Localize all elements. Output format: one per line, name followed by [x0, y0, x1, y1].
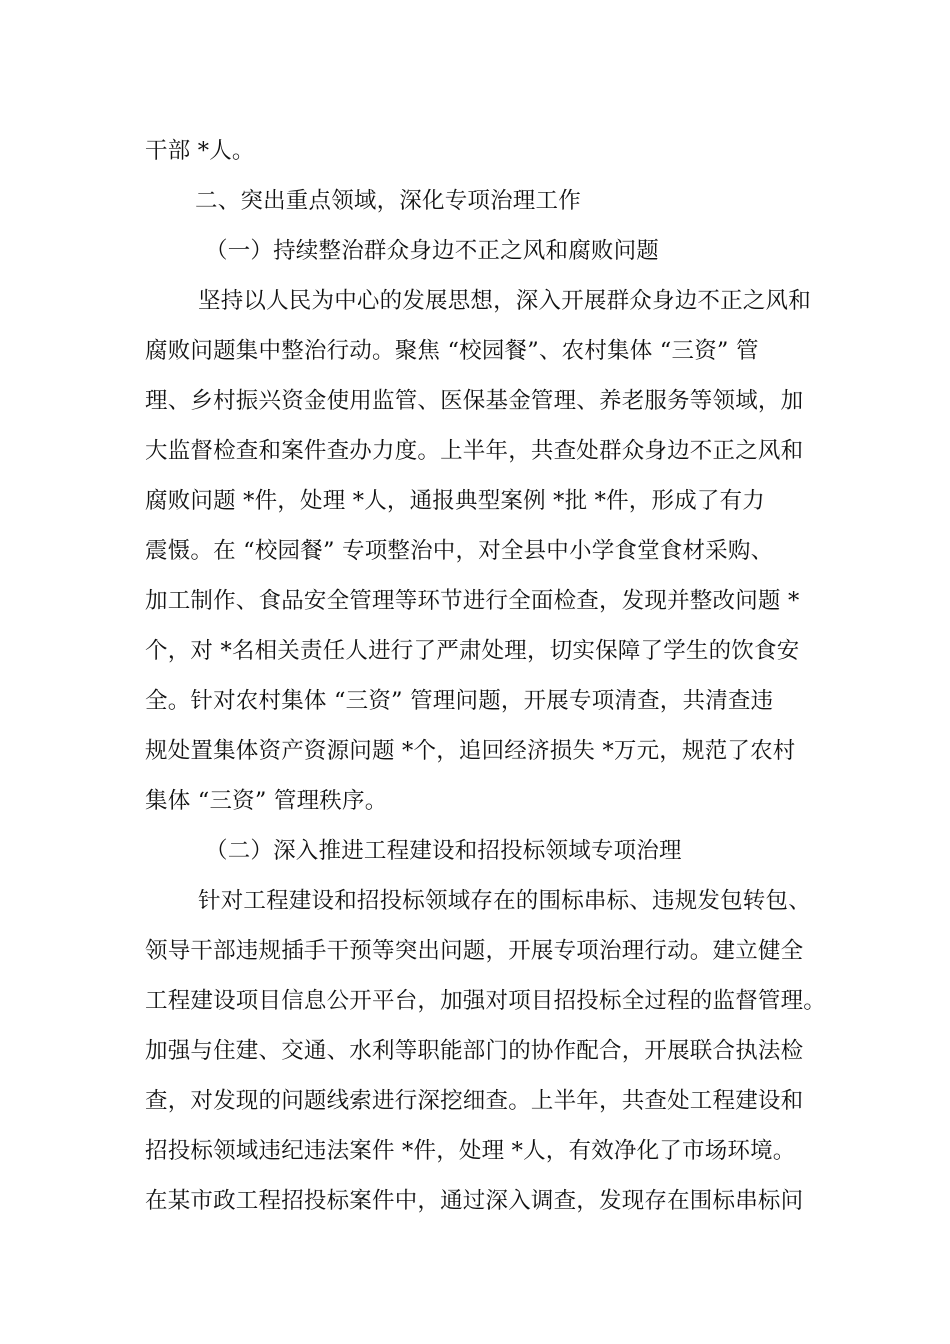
paragraph-line: 查，对发现的问题线索进行深挖细查。上半年，共查处工程建设和	[145, 1088, 804, 1114]
paragraph-line: 个，对 *名相关责任人进行了严肃处理，切实保障了学生的饮食安	[145, 638, 800, 664]
paragraph-line: 规处置集体资产资源问题 *个，追回经济损失 *万元，规范了农村	[145, 738, 796, 764]
paragraph-line: 全。针对农村集体 “三资” 管理问题，开展专项清查，共清查违	[145, 688, 774, 714]
paragraph-line: 震慑。在 “校园餐” 专项整治中，对全县中小学食堂食材采购、	[145, 538, 774, 564]
paragraph-line: 腐败问题集中整治行动。聚焦 “校园餐”、农村集体 “三资” 管	[145, 338, 759, 364]
subsection-heading: （二）深入推进工程建设和招投标领域专项治理	[205, 838, 682, 864]
paragraph-line: 集体 “三资” 管理秩序。	[145, 788, 388, 814]
text-line: 干部 *人。	[145, 138, 255, 164]
paragraph-line: 大监督检查和案件查办力度。上半年，共查处群众身边不正之风和	[145, 438, 804, 464]
paragraph-line: 针对工程建设和招投标领域存在的围标串标、违规发包转包、	[198, 888, 811, 914]
paragraph-line: 招投标领域违纪违法案件 *件，处理 *人，有效净化了市场环境。	[145, 1138, 796, 1164]
section-heading: 二、突出重点领域，深化专项治理工作	[195, 188, 581, 214]
paragraph-line: 坚持以人民为中心的发展思想，深入开展群众身边不正之风和	[198, 288, 811, 314]
paragraph-line: 工程建设项目信息公开平台，加强对项目招投标全过程的监督管理。	[145, 988, 827, 1014]
paragraph-line: 腐败问题 *件，处理 *人，通报典型案例 *批 *件，形成了有力	[145, 488, 766, 514]
paragraph-line: 在某市政工程招投标案件中，通过深入调查，发现存在围标串标问	[145, 1188, 804, 1214]
paragraph-line: 加工制作、食品安全管理等环节进行全面检查，发现并整改问题 *	[145, 588, 800, 614]
subsection-heading: （一）持续整治群众身边不正之风和腐败问题	[205, 238, 660, 264]
paragraph-line: 领导干部违规插手干预等突出问题，开展专项治理行动。建立健全	[145, 938, 804, 964]
paragraph-line: 加强与住建、交通、水利等职能部门的协作配合，开展联合执法检	[145, 1038, 804, 1064]
paragraph-line: 理、乡村振兴资金使用监管、医保基金管理、养老服务等领域，加	[145, 388, 804, 414]
